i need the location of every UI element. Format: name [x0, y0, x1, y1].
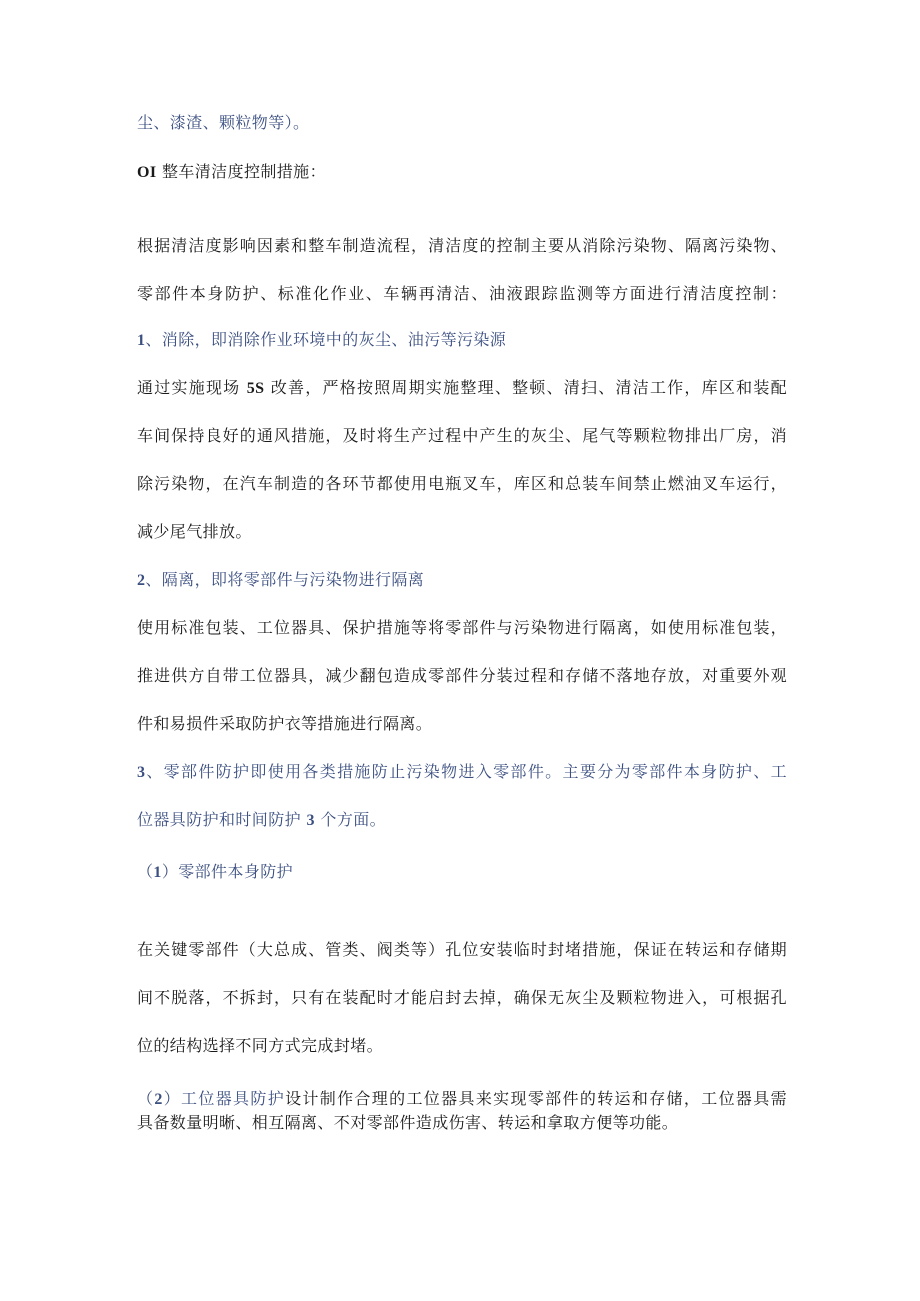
heading-3-text: 、零部件防护即使用各类措施防止污染物进入零部件。主要分为零部件本身防护、工	[145, 762, 787, 781]
subheading-1	[137, 861, 787, 884]
para-1-line-3: 除污染物，在汽车制造的各环节都使用电瓶叉车，库区和总装车间禁止燃油叉车运行，	[137, 474, 787, 493]
heading-3	[137, 761, 787, 784]
heading-1	[137, 329, 787, 352]
continuation-text: 尘、漆渣、颗粒物等）。	[137, 113, 310, 132]
subheading-1-open: （	[137, 862, 154, 881]
para-2-line-1: 使用标准包装、工位器具、保护措施等将零部件与污染物进行隔离，如使用标准包装，	[137, 618, 787, 637]
para-1-line-1	[137, 377, 787, 400]
subheading-1-text: ）零部件本身防护	[161, 862, 294, 881]
heading-2-number: 2	[137, 572, 146, 589]
para-3-line-1: 在关键零部件（大总成、管类、阀类等）孔位安装临时封堵措施，保证在转运和存储期	[137, 940, 787, 959]
heading-2-text: 、隔离，即将零部件与污染物进行隔离	[145, 570, 425, 589]
subheading-2-open: （	[137, 1089, 155, 1108]
heading-3-line-2	[137, 809, 787, 832]
intro-line-1: 根据清洁度影响因素和整车制造流程，清洁度的控制主要从消除污染物、隔离污染物、	[137, 236, 787, 255]
heading-1-number: 1	[137, 332, 146, 349]
para-1-text-b: 改善，严格按照周期实施整理、整顿、清扫、清洁工作，库区和装配	[270, 378, 787, 397]
subheading-2-line-2: 具备数量明晰、相互隔离、不对零部件造成伤害、转运和拿取方便等功能。	[137, 1113, 679, 1132]
subheading-2	[137, 1088, 787, 1111]
heading-3-number: 3	[137, 764, 146, 781]
para-2-line-3: 件和易损件采取防护衣等措施进行隔离。	[137, 714, 433, 733]
section-title-text: 整车清洁度控制措施：	[161, 162, 326, 181]
heading-2	[137, 569, 787, 592]
para-1-text-a: 通过实施现场	[137, 378, 241, 397]
heading-3-line-2-b: 个方面。	[320, 810, 387, 829]
continuation-line	[137, 112, 787, 134]
para-3-line-3: 位的结构选择不同方式完成封堵。	[137, 1036, 384, 1055]
section-title-prefix: OI	[137, 164, 157, 181]
section-title	[137, 161, 787, 184]
heading-1-text: 、消除，即消除作业环境中的灰尘、油污等污染源	[145, 330, 507, 349]
para-1-line-4: 减少尾气排放。	[137, 522, 252, 541]
para-1-5s: 5S	[246, 380, 265, 397]
para-1-line-2: 车间保持良好的通风措施，及时将生产过程中产生的灰尘、尾气等颗粒物排出厂房，消	[137, 426, 787, 445]
para-3-line-2: 间不脱落，不拆封，只有在装配时才能启封去掉，确保无灰尘及颗粒物进入，可根据孔	[137, 988, 787, 1007]
para-2-line-2: 推进供方自带工位器具，减少翻包造成零部件分装过程和存储不落地存放，对重要外观	[137, 666, 787, 685]
heading-3-line-2-number: 3	[306, 812, 315, 829]
subheading-2-number: 2	[154, 1091, 163, 1108]
subheading-2-title: ）工位器具防护	[162, 1089, 286, 1108]
intro-line-2: 零部件本身防护、标准化作业、车辆再清洁、油液跟踪监测等方面进行清洁度控制：	[137, 284, 787, 303]
subheading-2-body: 设计制作合理的工位器具来实现零部件的转运和存储，工位器具需	[285, 1089, 787, 1108]
heading-3-line-2-a: 位器具防护和时间防护	[137, 810, 302, 829]
subheading-1-number: 1	[153, 864, 162, 881]
